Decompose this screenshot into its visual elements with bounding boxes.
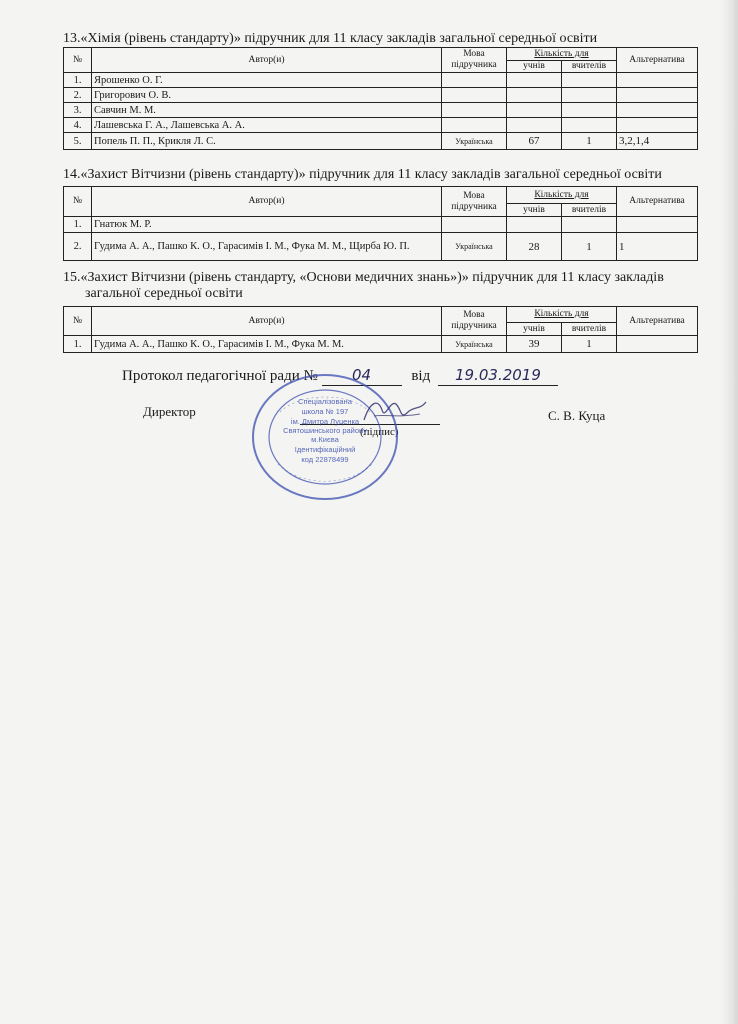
table-row: 3. Савчин М. М. (64, 103, 698, 118)
scan-edge-shadow (720, 0, 738, 1024)
table-row: 1. Гудима А. А., Пашко К. О., Гарасимів І. М., Фука М. М. Українська 39 1 (64, 336, 698, 353)
section-13-title: 13.«Хімія (рівень стандарту)» підручник для 11 класу закладів загальної середньої освіти (63, 31, 598, 46)
table-section-15: № Автор(и) Мова підручника Кількість для Альтернатива учнів вчителів 1. Гудима А. А., Пашко К. О., Гарасимів І. М., Фука М. М. Українська 39 1 (63, 306, 698, 353)
table-row: 1. Гнатюк М. Р. (64, 217, 698, 233)
section-15-title: 15.«Захист Вітчизни (рівень стандарту, «Основи медичних знань»)» підручник для 11 класу закладів загальної середньої освіти (63, 270, 664, 301)
table-section-14: № Автор(и) Мова підручника Кількість для Альтернатива учнів вчителів 1. Гнатюк М. Р. 2. Гудима А. А., Пашко К. О., Гарасимів І. М., Фука М. М., Щирба Ю. П. Українська 28 1 1 (63, 186, 698, 261)
stamp-line: Спеціалізована (298, 397, 352, 406)
table-row: 2. Григорович О. В. (64, 88, 698, 103)
table-row: 4. Лашевська Г. А., Лашевська А. А. (64, 118, 698, 133)
protocol-date: 19.03.2019 (455, 366, 541, 384)
header-lang: Мова підручника (442, 48, 507, 73)
stamp-line: ім. Дмитра Луценка (290, 417, 360, 426)
protocol-label: Протокол педагогічної ради № (122, 368, 318, 384)
header-count: Кількість для (507, 48, 617, 61)
table-row: 5. Попель П. П., Крикля Л. С. Українська 67 1 3,2,1,4 (64, 133, 698, 150)
header-author: Автор(и) (92, 48, 442, 73)
protocol-number: 04 (352, 366, 372, 384)
stamp-line: школа № 197 (301, 407, 349, 416)
director-name: С. В. Куца (548, 408, 606, 423)
date-label: від (411, 368, 431, 384)
director-label: Директор (143, 404, 196, 419)
header-alt: Альтернатива (617, 48, 698, 73)
table-row: 2. Гудима А. А., Пашко К. О., Гарасимів І. М., Фука М. М., Щирба Ю. П. Українська 28 1 1 (64, 233, 698, 261)
table-section-13 (63, 47, 698, 150)
header-teachers: вчителів (562, 61, 617, 73)
stamp-line: м.Києва (311, 435, 339, 444)
signature-scribble (360, 392, 430, 428)
header-students: учнів (507, 61, 562, 73)
signature-caption: (підпис) (360, 426, 399, 438)
section-14-title: 14.«Захист Вітчизни (рівень стандарту)» підручник для 11 класу закладів загальної середньої освіти (63, 167, 662, 182)
table-row: 1. Ярошенко О. Г. (64, 73, 698, 88)
stamp-line: код 22878499 (301, 455, 349, 464)
header-num: № (64, 48, 92, 73)
stamp-line: Ідентифікаційний (294, 445, 356, 454)
stamp-line: Святошинського району (283, 426, 367, 435)
